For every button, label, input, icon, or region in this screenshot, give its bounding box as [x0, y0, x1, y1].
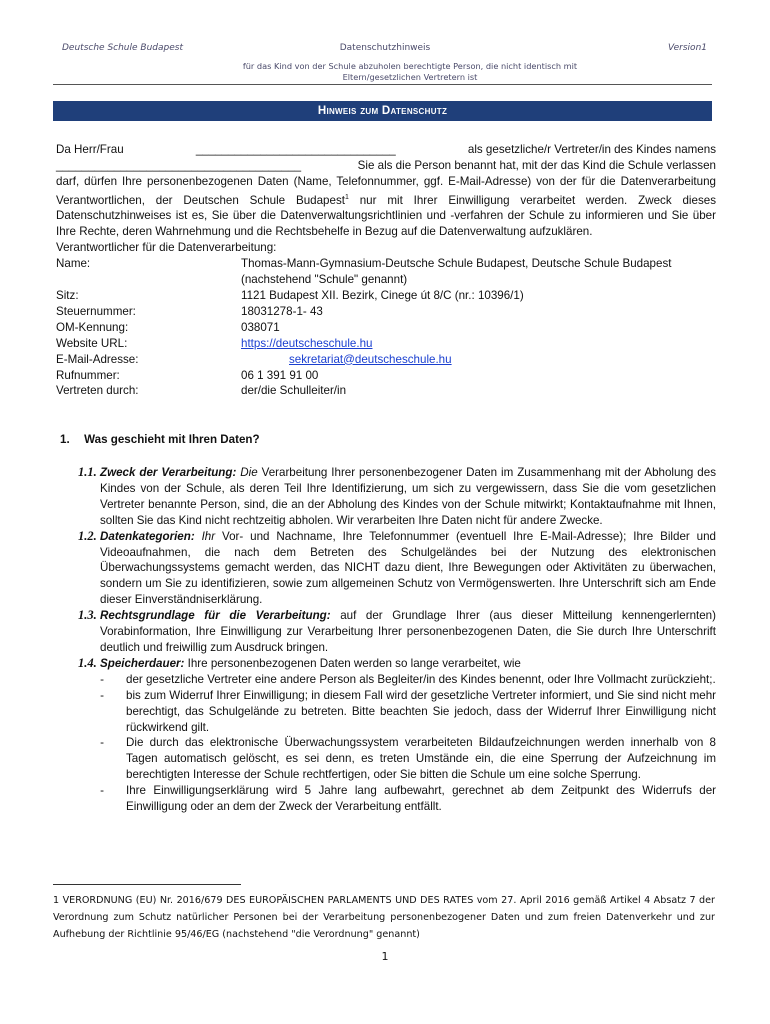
intro-paragraph [56, 174, 716, 240]
header-subtitle [210, 61, 610, 83]
info-row [56, 368, 716, 384]
info-link[interactable]: sekretariat@deutscheschule.hu [289, 352, 452, 366]
bullet-text: bis zum Widerruf Ihrer Einwilligung; in diesem Fall wird der gesetzliche Vertreter informiert, und Sie sind nicht mehr berechtigt, das Schulgelände zu betreten. Bitte beachten Sie jedoch, dass der Widerruf Ihrer Einwilligung nicht rückwirkend gilt. [126, 688, 716, 734]
footnote [53, 892, 715, 943]
info-row [56, 256, 716, 272]
footnote-text: VERORDNUNG (EU) Nr. 2016/679 DES EUROPÄISCHEN PARLAMENTS UND DES RATES vom 27. April 2016 gemäß Artikel 4 Absatz 7 der Verordnung zum Schutz natürlicher Personen bei der Verarbeitung personenbezogener Daten und zum freien Datenverkehr und zur Aufhebung der Richtlinie 95/46/EG (nachstehend "die Verordnung" genannt) [53, 895, 715, 940]
subsection-lead: Ihr [194, 529, 216, 543]
info-label: Steuernummer: [56, 304, 136, 318]
page-number: 1 [381, 950, 389, 963]
subsections [78, 465, 716, 815]
info-row [56, 336, 716, 352]
subsection-head: Speicherdauer: [100, 656, 185, 670]
info-row [56, 272, 716, 288]
subsection-lead: Die [236, 466, 258, 479]
header-subtitle-line1: für das Kind von der Schule abzuholen berechtigte Person, die nicht identisch mit [242, 61, 578, 71]
info-label: OM-Kennung: [56, 320, 129, 334]
header-center: Datenschutzhinweis [339, 43, 431, 53]
controller-info-table [56, 256, 716, 399]
bullet-item [78, 783, 716, 815]
bullet-text: der gesetzliche Vertreter eine andere Person als Begleiter/in des Kindes benennt, oder Ihre Vollmacht zurückzieht;. [126, 672, 716, 686]
info-row [56, 288, 716, 304]
section-1-number: 1. [60, 433, 70, 446]
subsection-text [100, 465, 716, 529]
header-subtitle-line2: Eltern/gesetzlichen Vertretern ist [342, 72, 478, 82]
info-label: E-Mail-Adresse: [56, 352, 139, 366]
subsection [78, 465, 716, 529]
intro-l1b: als gesetzliche/r Vertreter/in des Kindes namens [467, 143, 716, 156]
subsection-text [100, 529, 716, 609]
subsection-number: 1.1. [78, 465, 97, 479]
subsection-text [100, 608, 716, 656]
info-label [56, 272, 241, 288]
info-value: 18031278-1- 43 [241, 304, 323, 318]
info-row [56, 352, 716, 368]
page-title: Hinweis zum Datenschutz [53, 101, 712, 121]
subsection-head: Datenkategorien: [100, 529, 195, 543]
intro-section [56, 142, 716, 399]
info-link[interactable]: https://deutscheschule.hu [241, 336, 373, 350]
subsection-number: 1.4. [78, 655, 97, 670]
intro-l2b: Sie als die Person benannt hat, mit der das Kind die Schule verlassen [357, 158, 716, 172]
info-value: der/die Schulleiter/in [241, 384, 347, 398]
controller-heading: Verantwortlicher für die Datenverarbeitung: [56, 241, 277, 255]
subsection-number: 1.2. [78, 528, 97, 543]
bullet-marker: - [100, 672, 104, 686]
info-value: (nachstehend "Schule" genannt) [241, 273, 408, 287]
header-left: Deutsche Schule Budapest [62, 43, 183, 53]
bullet-item [78, 688, 716, 736]
subsection [78, 529, 716, 609]
subsection [78, 656, 716, 672]
info-row [56, 383, 716, 399]
info-label: Vertreten durch: [56, 384, 139, 398]
intro-line-2 [56, 158, 716, 174]
bullet-text: Die durch das elektronische Überwachungssystem verarbeiteten Bildaufzeichnungen werden innerhalb von 8 Tagen automatisch gelöscht, es sei denn, es treten Umstände ein, die eine Sperrung der Aufzeichnung im berechtigten Interesse der Schule rechtfertigen, oder Sie bitten die Schule um eine solche Sperrung. [126, 736, 716, 782]
subsection-head: Rechtsgrundlage für die Verarbeitung: [100, 609, 331, 623]
subsection-body: Verarbeitung Ihrer personenbezogener Daten im Zusammenhang mit der Abholung des Kindes von der Schule, als deren Teil Ihre Identifizierung, um sich zu vergewissern, dass Sie die vom gesetzlichen Vertreter benannte Person, sind, die an der Abholung des Kindes von der Schule mitwirkt; Kontaktaufnahme mit Ihnen, sollten Sie das Kind nicht rechtzeitig abholen. Wir verarbeiten Ihre Daten nicht für andere Zwecke. [100, 466, 716, 527]
bullet-text: Ihre Einwilligungserklärung wird 5 Jahre lang aufbewahrt, gerechnet ab dem Zeitpunkt des Widerrufs der Einwilligung oder an dem der Zweck der Verarbeitung entfällt. [126, 784, 716, 814]
subsection-text [100, 656, 716, 672]
bullet-marker: - [100, 688, 104, 702]
info-row [56, 320, 716, 336]
header-version: Version1 [668, 43, 707, 53]
subsection-body: Ihre personenbezogenen Daten werden so lange verarbeitet, wie [184, 656, 521, 670]
subsection-head: Zweck der Verarbeitung: [100, 466, 237, 479]
name-blank: _______________________________ [195, 143, 396, 156]
intro-l1a: Da Herr/Frau [56, 143, 124, 156]
intro-rest2: nur mit Ihrer Einwilligung verarbeitet werden. Zweck dieses Datenschutzhinweises ist es, Sie über die Datenverwaltungsrichtlinien und -verfahren der Schule zu informieren und Sie über Ihre Rechte, deren Wahrnehmung und die Rechtsbehelfe in Bezug auf die Datenverwaltung aufzuklären. [56, 193, 716, 239]
bullet-marker: - [100, 784, 104, 798]
section-1-heading [60, 432, 720, 448]
storage-bullets [78, 672, 716, 815]
info-label: Rufnummer: [56, 368, 120, 382]
bullet-marker: - [100, 736, 104, 750]
subsection-body: Vor- und Nachname, Ihre Telefonnummer (eventuell Ihre E-Mail-Adresse); Ihre Bilder und Videoaufnahmen, die nach dem Betreten des Schulgeländes bei der Nutzung des elektronischen Überwachungssystems gemacht werden, das NICHT dazu dient, Ihre Bewegungen oder Aktivitäten zu überwachen, sondern um Sie zu identifizieren, sowie zum allgemeinen Schutz von Vermögenswerten. Ihre Unterschrift sich am Ende dieser Einverständniserklärung. [100, 529, 716, 607]
subsection-number: 1.3. [78, 608, 97, 623]
section-1-title: Was geschieht mit Ihren Daten? [84, 433, 260, 446]
footnote-ref: 1 [344, 193, 349, 201]
info-row [56, 304, 716, 320]
bullet-item [78, 672, 716, 688]
bullet-item [78, 735, 716, 783]
header-rule [53, 84, 712, 85]
info-value: Thomas-Mann-Gymnasium-Deutsche Schule Budapest, Deutsche Schule Budapest [241, 257, 672, 271]
subsection-body: auf der Grundlage Ihrer (aus dieser Mitteilung kennengerlernten) Vorabinformation, Ihre Einwilligung zur Verarbeitung Ihrer personenbezogenen Daten, die Sie durch Ihre Unterschrift deutlich und freiwillig zum Ausdruck bringen. [100, 609, 716, 654]
info-label: Sitz: [56, 289, 79, 303]
info-value: 06 1 391 91 00 [241, 368, 319, 382]
footnote-num: 1 [53, 895, 60, 906]
info-label: Name: [56, 257, 91, 271]
intro-line-1 [56, 142, 716, 158]
subsection [78, 608, 716, 656]
intro-rest: darf, dürfen Ihre personenbezogenen Daten (Name, Telefonnummer, ggf. E-Mail-Adresse) von der für die Datenverarbeitung Verantwortlichen, der Deutschen Schule Budapest [56, 174, 716, 207]
info-label: Website URL: [56, 336, 128, 350]
info-value: 1121 Budapest XII. Bezirk, Cinege út 8/C (nr.: 10396/1) [241, 289, 524, 303]
footnote-rule [53, 884, 241, 885]
info-value: 038071 [241, 320, 280, 334]
child-blank: ______________________________________ [56, 158, 302, 172]
